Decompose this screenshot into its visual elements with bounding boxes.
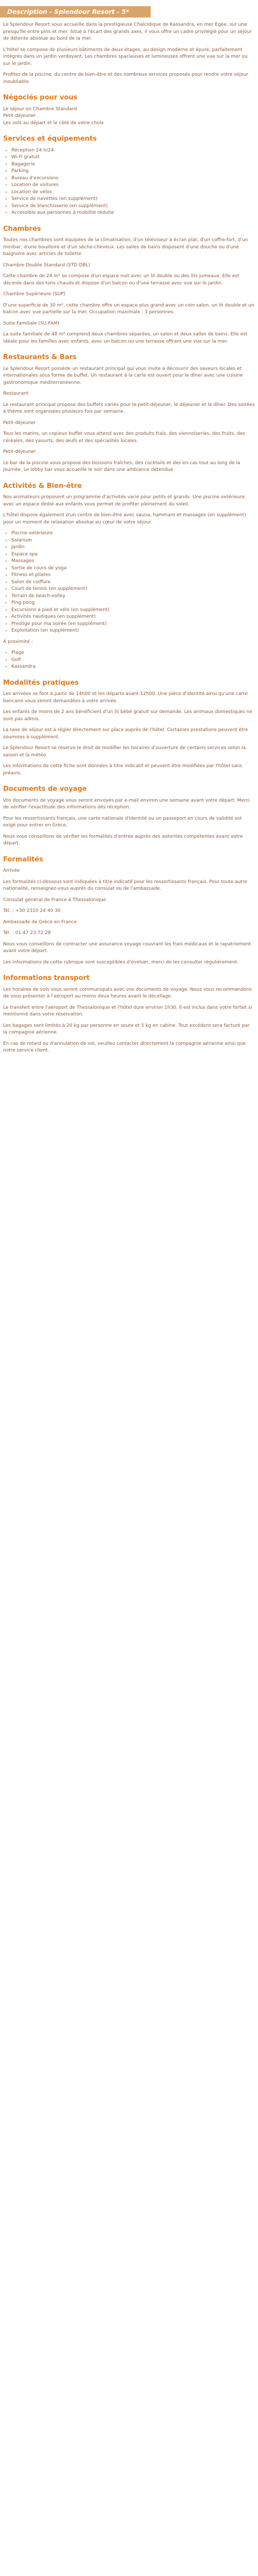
paragraph: Les horaires de vols vous seront communiqués avec vos documents de voyage. Nous vous recommandons de vous présenter à l'aéroport au moins deux heures avant le décollage. bbox=[3, 987, 252, 999]
list-item: • Kassandra bbox=[11, 664, 255, 671]
paragraph: Tél. : +30 2310 24 40 30 bbox=[3, 908, 61, 913]
list-item: • Bureau d'excursions bbox=[11, 175, 255, 182]
list-item: • Plage bbox=[11, 650, 255, 657]
paragraph: Pour les ressortissants français, une carte nationale d'identité ou un passeport en cours de validité est exigé pour entrer en Grèce. bbox=[3, 816, 242, 828]
paragraph: D'une superficie de 30 m², cette chambre offre un espace plus grand avec un coin salon, un lit double et un balcon avec vue partielle sur la mer. Occupation maximale : 3 personnes. bbox=[3, 302, 254, 315]
list-item: Les vols au départ et le côté de votre choix bbox=[3, 120, 104, 126]
paragraph: Les formalités ci-dessous sont indiquées à titre indicatif pour les ressortissants français. Pour toute autre nationalité, renseignez-vous auprès du consulat ou de l'ambassade. bbox=[3, 879, 247, 891]
section-heading: Négociés pour vous bbox=[3, 94, 78, 101]
intro-paragraph: L'hôtel se compose de plusieurs bâtiments de deux étages, au design moderne et épuré, parfaitement intégrés dans un jardin verdoyant. Les chambres spacieuses et lumineuses offrent une vue sur la mer ou sur le jardin. bbox=[3, 47, 248, 66]
services-section bbox=[0, 134, 258, 217]
paragraph: Les informations de cette rubrique sont susceptibles d'évoluer, merci de les consulter régulièrement. bbox=[3, 959, 239, 965]
list-item: • Terrain de beach-volley bbox=[11, 593, 255, 600]
section-heading: Informations transport bbox=[3, 974, 90, 982]
list-item: • Exploitation (en supplément) bbox=[11, 628, 255, 635]
list-item: • Golf bbox=[11, 657, 255, 664]
transport-section bbox=[0, 973, 258, 1055]
services-list bbox=[3, 147, 255, 217]
documents-section bbox=[0, 784, 258, 848]
paragraph: Les bagages sont limités à 20 kg par personne en soute et 5 kg en cabine. Tout excédent sera facturé par la compagnie aérienne. bbox=[3, 1023, 250, 1035]
paragraph: Le transfert entre l'aéroport de Thessalonique et l'hôtel dure environ 1h30. Il est inclus dans votre forfait si mentionné dans votre réservation. bbox=[3, 1005, 252, 1017]
list-item: Le séjour en Chambre Standard bbox=[3, 106, 77, 112]
paragraph: Vos documents de voyage vous seront envoyés par e-mail environ une semaine avant votre départ. Merci de vérifier l'exactitude des informations dès réception. bbox=[3, 798, 250, 810]
paragraph: Chambre Double Standard (STD DBL) bbox=[3, 262, 90, 268]
paragraph: Nos animateurs proposent un programme d'activités varié pour petits et grands. Une piscine extérieure avec un espace dédié aux enfants vous permet de profiter pleinement du soleil. bbox=[3, 495, 245, 507]
list-item: • Ping-pong bbox=[11, 600, 255, 607]
paragraph: Cette chambre de 24 m² se compose d'un espace nuit avec un lit double ou des lits jumeaux. Elle est décorée dans des tons chauds et dispose d'un balcon ou d'une terrasse avec vue sur le jardin. bbox=[3, 274, 239, 286]
list-item: Petit-déjeuner bbox=[3, 113, 36, 118]
paragraph: Restaurant bbox=[3, 391, 29, 396]
paragraph: Tél. : 01 47 23 72 28 bbox=[3, 930, 51, 936]
list-item: • Prestige pour ma soirée (en supplément) bbox=[11, 621, 255, 628]
list-item: • Solarium bbox=[11, 537, 255, 545]
paragraph: Nous vous conseillons de vérifier les formalités d'entrée auprès des autorités compétentes avant votre départ. bbox=[3, 834, 243, 846]
list-item: • Wi-Fi gratuit bbox=[11, 154, 255, 161]
subheading: À proximité : bbox=[3, 639, 33, 645]
paragraph: Chambre Supérieure (SUP) bbox=[3, 292, 66, 297]
section-heading: Restaurants & Bars bbox=[3, 353, 77, 361]
list-item: • Parking bbox=[11, 168, 255, 175]
paragraph: Les informations de cette fiche sont données à titre indicatif et peuvent être modifiées par l'hôtel sans préavis. bbox=[3, 764, 243, 776]
list-item: • Activités nautiques (en supplément) bbox=[11, 614, 255, 621]
section-heading: Formalités bbox=[3, 855, 43, 863]
section-heading: Services et équipements bbox=[3, 135, 97, 143]
list-item: • Jardin bbox=[11, 544, 255, 551]
paragraph: Ambassade de Grèce en France bbox=[3, 919, 77, 925]
list-item: • Bagagerie bbox=[11, 161, 255, 168]
list-item: • Location de vélos bbox=[11, 189, 255, 196]
list-item: • Court de tennis (en supplément) bbox=[11, 586, 255, 593]
list-item: • Piscine extérieure bbox=[11, 530, 255, 537]
paragraph: Les enfants de moins de 2 ans bénéficient d'un lit bébé gratuit sur demande. Les animaux domestiques ne sont pas admis. bbox=[3, 709, 252, 722]
paragraph: Nous vous conseillons de contracter une assurance voyage couvrant les frais médicaux et le rapatriement avant votre départ. bbox=[3, 941, 251, 954]
modalites-section bbox=[0, 678, 258, 777]
formalites-section bbox=[0, 855, 258, 967]
paragraph: La suite familiale de 48 m² comprend deux chambres séparées, un salon et deux salles de bains. Elle est idéale pour les familles avec enfants, avec un balcon ou une terrasse offrant une vue sur la mer. bbox=[3, 332, 248, 344]
paragraph: Le restaurant principal propose des buffets variés pour le petit-déjeuner, le déjeuner et le dîner. Des soirées à thème sont organisées plusieurs fois par semaine. bbox=[3, 402, 255, 414]
list-item: • Service de navettes (en supplément) bbox=[11, 196, 255, 203]
list-item: • Excursions à pied et vélo (en supplément) bbox=[11, 607, 255, 614]
paragraph: Le Splendour Resort possède un restaurant principal qui vous invite à découvrir des saveurs locales et internationales sous forme de buffet. Un restaurant à la carte est ouvert pour le dîner avec une cuisine gastronomique méditerranéenne. bbox=[3, 366, 243, 385]
intro-paragraph: Profitez de la piscine, du centre de bien-être et des nombreux services proposés pour rendre votre séjour inoubliable. bbox=[3, 72, 249, 84]
activities-list bbox=[3, 530, 255, 635]
paragraph: Suite Familiale (SU FAM) bbox=[3, 320, 59, 326]
paragraph: Les arrivées se font à partir de 14h00 et les départs avant 12h00. Une pièce d'identité ainsi qu'une carte bancaire vous seront demandées à votre arrivée. bbox=[3, 691, 248, 704]
paragraph: Tous les matins, un copieux buffet vous attend avec des produits frais, des viennoiseries, des fruits, des céréales, des yaourts, des œufs et des spécialités locales. bbox=[3, 431, 245, 444]
list-item: • Espace spa bbox=[11, 551, 255, 558]
paragraph: Le bar de la piscine vous propose des boissons fraîches, des cocktails et des en-cas tout au long de la journée. Le lobby bar vous accueille le soir dans une ambiance détendue. bbox=[3, 460, 240, 472]
paragraph: Le Splendour Resort se réserve le droit de modifier les horaires d'ouverture de certains services selon la saison et la météo. bbox=[3, 745, 246, 758]
list-item: • Service de blanchisserie (en supplément) bbox=[11, 203, 255, 210]
section-heading: Modalités pratiques bbox=[3, 679, 79, 687]
list-item: • Location de voitures bbox=[11, 182, 255, 189]
list-item: • Salon de coiffure bbox=[11, 579, 255, 586]
section-heading: Documents de voyage bbox=[3, 785, 87, 793]
page bbox=[0, 0, 258, 1074]
paragraph: La taxe de séjour est à régler directement sur place auprès de l'hôtel. Certaines prestations peuvent être soumises à supplément. bbox=[3, 727, 248, 740]
paragraph: En cas de retard ou d'annulation de vol, veuillez contacter directement la compagnie aérienne ainsi que notre service client. bbox=[3, 1041, 246, 1053]
list-item: • Fitness et pilates bbox=[11, 572, 255, 579]
intro-paragraph: Le Splendour Resort vous accueille dans la prestigieuse Chalcidique de Kassandra, en mer Egée, sur une presqu'île entre pins et mer. Situé à l'écart des grands axes, il vous offre un cadre privilégié pour un séjour de détente absolue au bord de la mer. bbox=[3, 22, 252, 41]
section-heading: Chambres bbox=[3, 225, 41, 233]
chambres-section bbox=[0, 224, 258, 346]
restaurants-section bbox=[0, 352, 258, 474]
negocies-section bbox=[0, 93, 258, 127]
list-item: • Massages bbox=[11, 558, 255, 565]
paragraph: L'hôtel dispose également d'un centre de bien-être avec sauna, hammam et massages (en supplément) pour un moment de relaxation absolue au cœur de votre séjour. bbox=[3, 513, 246, 525]
intro-section bbox=[0, 22, 258, 86]
paragraph: Petit-déjeuner bbox=[3, 449, 36, 454]
section-heading: Activités & Bien-être bbox=[3, 482, 82, 490]
paragraph: Toutes nos chambres sont équipées de la climatisation, d'un téléviseur à écran plat, d'un coffre-fort, d'un minibar, d'une bouilloire et d'un sèche-cheveux. Les salles de bains disposent d'une douche ou d'une baignoire avec articles de toilette. bbox=[3, 238, 248, 257]
list-item: • Sortie de cours de yoga bbox=[11, 565, 255, 572]
page-title: Description - Splendour Resort - 5* bbox=[0, 6, 151, 18]
nearby-list bbox=[3, 650, 255, 671]
paragraph: Petit-déjeuner bbox=[3, 420, 36, 426]
list-item: • Réception 24 h/24 bbox=[11, 147, 255, 155]
paragraph: Consulat général de France à Thessalonique bbox=[3, 897, 106, 903]
subheading: Arrivée bbox=[3, 868, 20, 873]
list-item: • Accessible aux personnes à mobilité réduite bbox=[11, 210, 255, 217]
activites-section bbox=[0, 481, 258, 671]
